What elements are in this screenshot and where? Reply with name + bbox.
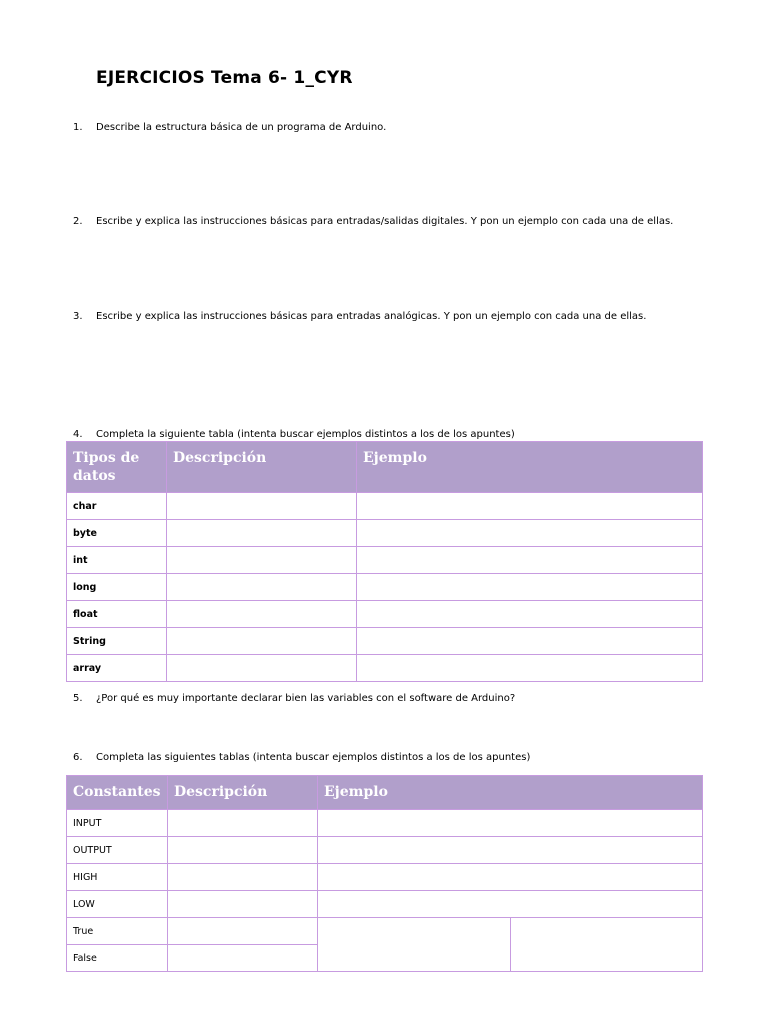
table-row — [67, 628, 703, 655]
table-row — [67, 493, 703, 520]
question-3 — [73, 311, 646, 323]
header-constantes: Constantes — [67, 776, 168, 810]
table-row — [67, 547, 703, 574]
question-text: Describe la estructura básica de un programa de Arduino. — [96, 122, 387, 133]
description-cell[interactable] — [168, 945, 318, 972]
question-text: Completa la siguiente tabla (intenta buscar ejemplos distintos a los de los apuntes) — [96, 429, 515, 440]
example-cell[interactable] — [357, 655, 703, 682]
question-1 — [73, 122, 386, 134]
description-cell[interactable] — [168, 918, 318, 945]
question-number: 2. — [73, 216, 83, 227]
question-text: Escribe y explica las instrucciones básicas para entradas analógicas. Y pon un ejemplo con cada una de ellas. — [96, 311, 647, 322]
question-number: 5. — [73, 693, 83, 704]
description-cell[interactable] — [167, 601, 357, 628]
table-row — [67, 810, 703, 837]
question-number: 1. — [73, 122, 83, 133]
table-row — [67, 520, 703, 547]
example-cell[interactable] — [318, 918, 511, 972]
table-row — [67, 601, 703, 628]
example-cell[interactable] — [357, 547, 703, 574]
example-cell[interactable] — [318, 810, 703, 837]
table-row — [67, 574, 703, 601]
question-2 — [73, 216, 673, 228]
question-5 — [73, 693, 515, 705]
question-number: 3. — [73, 311, 83, 322]
example-cell[interactable] — [511, 918, 703, 972]
data-types-table — [66, 441, 703, 682]
table-header-row — [67, 776, 703, 810]
constant-cell: False — [67, 945, 168, 972]
question-number: 4. — [73, 429, 83, 440]
question-number: 6. — [73, 752, 83, 763]
example-cell[interactable] — [357, 520, 703, 547]
description-cell[interactable] — [167, 574, 357, 601]
table-row — [67, 918, 703, 945]
table-row — [67, 864, 703, 891]
type-cell: int — [67, 547, 167, 574]
type-cell: array — [67, 655, 167, 682]
header-tipos-de-datos: Tipos de datos — [67, 442, 167, 493]
example-cell[interactable] — [318, 891, 703, 918]
table-row — [67, 655, 703, 682]
description-cell[interactable] — [168, 891, 318, 918]
constant-cell: True — [67, 918, 168, 945]
constants-table — [66, 775, 703, 972]
constant-cell: OUTPUT — [67, 837, 168, 864]
example-cell[interactable] — [357, 574, 703, 601]
description-cell[interactable] — [167, 628, 357, 655]
constant-cell: HIGH — [67, 864, 168, 891]
constant-cell: LOW — [67, 891, 168, 918]
example-cell[interactable] — [318, 837, 703, 864]
table-row — [67, 891, 703, 918]
description-cell[interactable] — [168, 810, 318, 837]
header-ejemplo: Ejemplo — [318, 776, 703, 810]
header-ejemplo: Ejemplo — [357, 442, 703, 493]
example-cell[interactable] — [357, 601, 703, 628]
type-cell: long — [67, 574, 167, 601]
type-cell: float — [67, 601, 167, 628]
example-cell[interactable] — [357, 493, 703, 520]
type-cell: char — [67, 493, 167, 520]
example-cell[interactable] — [318, 864, 703, 891]
page-title: EJERCICIOS Tema 6- 1_CYR — [96, 68, 353, 88]
description-cell[interactable] — [167, 655, 357, 682]
question-4 — [73, 429, 515, 441]
question-text: Completa las siguientes tablas (intenta buscar ejemplos distintos a los de los apuntes) — [96, 752, 531, 763]
description-cell[interactable] — [167, 520, 357, 547]
description-cell[interactable] — [167, 547, 357, 574]
description-cell[interactable] — [168, 837, 318, 864]
type-cell: String — [67, 628, 167, 655]
question-text: Escribe y explica las instrucciones básicas para entradas/salidas digitales. Y pon un ejemplo con cada una de ellas. — [96, 216, 674, 227]
constant-cell: INPUT — [67, 810, 168, 837]
question-6 — [73, 752, 530, 764]
table-row — [67, 837, 703, 864]
header-descripcion: Descripción — [167, 442, 357, 493]
example-cell[interactable] — [357, 628, 703, 655]
description-cell[interactable] — [167, 493, 357, 520]
description-cell[interactable] — [168, 864, 318, 891]
header-descripcion: Descripción — [168, 776, 318, 810]
question-text: ¿Por qué es muy importante declarar bien las variables con el software de Arduino? — [96, 693, 516, 704]
type-cell: byte — [67, 520, 167, 547]
table-header-row — [67, 442, 703, 493]
